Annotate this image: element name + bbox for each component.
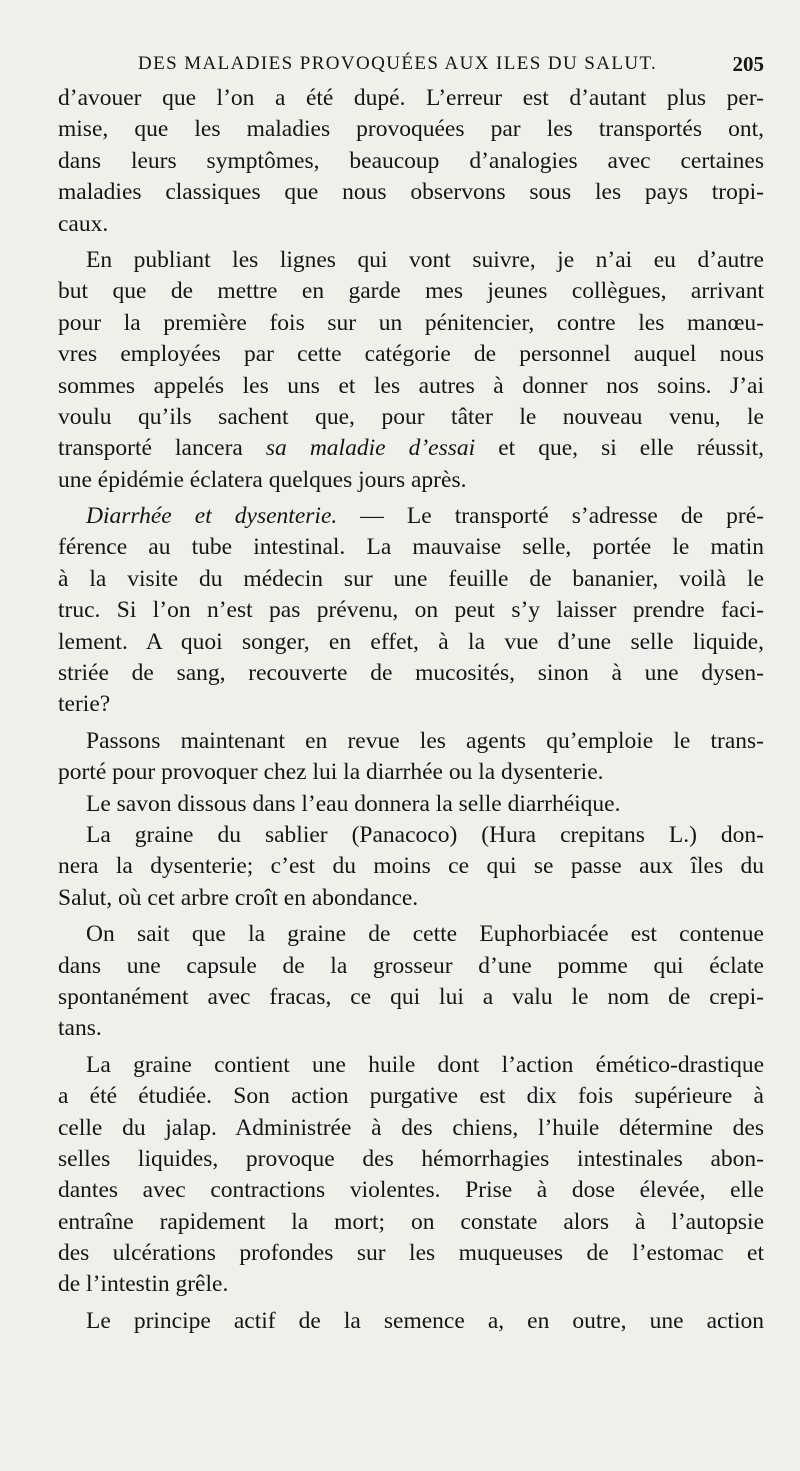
text-line: tans. (58, 1015, 102, 1042)
text-line: En publiant les lignes qui vont suivre, je n’ai eu d’autre (86, 246, 764, 273)
text-segment: — Le transporté s’adresse de pré- (337, 503, 764, 530)
text-line: d’avouer que l’on a été dupé. L’erreur est d’autant plus per- (58, 85, 764, 111)
running-title: DES MALADIES PROVOQUÉES AUX ILES DU SALUT. (138, 53, 658, 74)
text-line: à la visite du médecin sur une feuille de bananier, voilà le (58, 565, 764, 592)
text-line: terie? (58, 691, 111, 718)
text-segment: et que, si elle réussit, (475, 435, 764, 462)
text-line: Passons maintenant en revue les agents qu’emploie le trans- (86, 727, 764, 754)
text-line: On sait que la graine de cette Euphorbiacée est contenue (86, 921, 764, 948)
text-line: dantes avec contractions violentes. Prise à dose élevée, elle (58, 1177, 764, 1204)
text-line: striée de sang, recouverte de mucosités, sinon à une dysen- (58, 660, 764, 687)
italic-phrase: sa maladie d’essai (265, 435, 476, 462)
text-line: sommes appelés les uns et les autres à donner nos soins. J’ai (58, 372, 764, 399)
text-line: caux. (58, 210, 109, 237)
body-text (58, 83, 764, 1337)
text-line: truc. Si l’on n’est pas prévenu, on peut s’y laisser prendre faci- (58, 597, 764, 624)
text-line (58, 433, 764, 464)
text-line: férence au tube intestinal. La mauvaise selle, portée le matin (58, 534, 764, 561)
text-segment: transporté lancera (58, 435, 266, 462)
text-line: lement. A quoi songer, en effet, à la vue d’une selle liquide, (58, 628, 764, 655)
text-line: nera la dysenterie; c’est du moins ce qui se passe aux îles du (58, 853, 764, 880)
text-line: dans leurs symptômes, beaucoup d’analogies avec certaines (58, 147, 764, 174)
text-line: celle du jalap. Administrée à des chiens, l’huile détermine des (58, 1114, 764, 1141)
text-line: La graine du sablier (Panacoco) (Hura crepitans L.) don- (86, 821, 764, 848)
text-line: La graine contient une huile dont l’action émético-drastique (86, 1051, 764, 1078)
text-line (58, 501, 764, 532)
text-line: but que de mettre en garde mes jeunes collègues, arrivant (58, 278, 764, 305)
running-head (58, 50, 764, 78)
page-number: 205 (732, 52, 764, 76)
text-line: a été étudiée. Son action purgative est dix fois supérieure à (58, 1083, 764, 1110)
text-line: maladies classiques que nous observons sous les pays tropi- (58, 179, 764, 206)
text-line: porté pour provoquer chez lui la diarrhée ou la dysenterie. (58, 759, 604, 786)
text-line: voulu qu’ils sachent que, pour tâter le nouveau venu, le (58, 403, 764, 430)
text-line: de l’intestin grêle. (58, 1271, 229, 1298)
text-line: dans une capsule de la grosseur d’une pomme qui éclate (58, 952, 764, 979)
text-line: Le savon dissous dans l’eau donnera la selle diarrhéique. (86, 790, 621, 817)
text-line: mise, que les maladies provoquées par les transportés ont, (58, 116, 764, 143)
text-line: spontanément avec fracas, ce qui lui a valu le nom de crepi- (58, 983, 764, 1010)
text-line: des ulcérations profondes sur les muqueuses de l’estomac et (58, 1240, 764, 1267)
text-line: une épidémie éclatera quelques jours après. (58, 466, 467, 493)
text-line: Le principe actif de la semence a, en outre, une action (86, 1307, 764, 1334)
text-line: entraîne rapidement la mort; on constate alors à l’autopsie (58, 1208, 764, 1235)
text-line: vres employées par cette catégorie de personnel auquel nous (58, 341, 764, 368)
section-heading: Diarrhée et dysenterie. (86, 503, 338, 530)
text-line: pour la première fois sur un pénitencier, contre les manœu- (58, 309, 764, 336)
text-line: Salut, où cet arbre croît en abondance. (58, 884, 419, 911)
text-line: selles liquides, provoque des hémorrhagies intestinales abon- (58, 1145, 764, 1172)
